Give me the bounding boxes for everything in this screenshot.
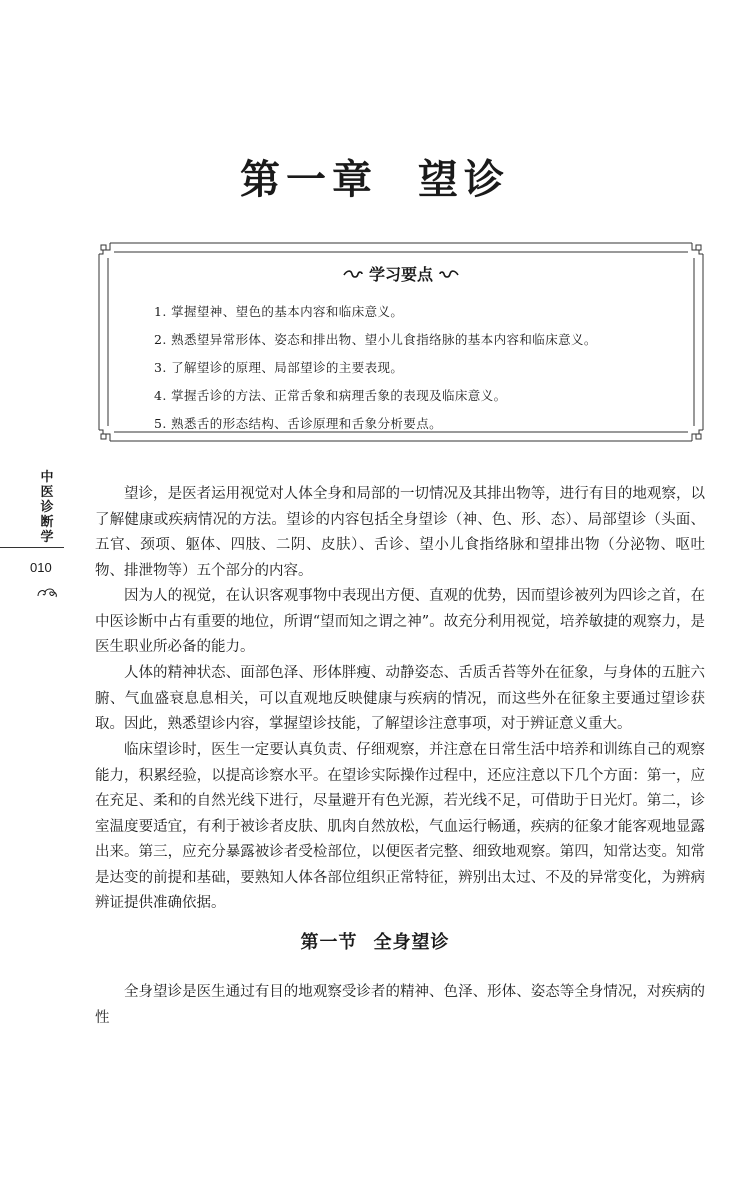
- section-number: 第一节: [300, 932, 358, 953]
- scroll-flourish-right-icon: [439, 268, 459, 283]
- body-paragraph: 人体的精神状态、面部色泽、形体胖瘦、动静姿态、舌质舌苔等外在征象，与身体的五脏六腑、气血盛衰息息相关，可以直观地反映健康与疾病的情况，而这些外在征象主要通过望诊获取。因此，熟悉望诊内容，掌握望诊技能，了解望诊注意事项，对于辨证意义重大。: [95, 665, 705, 732]
- body-paragraph: 望诊，是医者运用视觉对人体全身和局部的一切情况及其排出物等，进行有目的地观察，以了解健康或疾病情况的方法。望诊的内容包括全身望诊（神、色、形、态）、局部望诊（头面、五官、颈项、躯体、四肢、二阴、皮肤）、舌诊、望小儿食指络脉和望排出物（分泌物、呕吐物、排泄物等）五个部分的内容。: [95, 486, 705, 579]
- chapter-title: [0, 148, 750, 205]
- cloud-swirl-icon: [36, 584, 58, 603]
- objective-item: 1. 掌握望神、望色的基本内容和临床意义。: [154, 304, 404, 319]
- learning-objectives-list: [154, 298, 597, 438]
- objective-item: 3. 了解望诊的原理、局部望诊的主要表现。: [154, 360, 404, 375]
- objective-item: 2. 熟悉望异常形体、姿态和排出物、望小儿食指络脉的基本内容和临床意义。: [154, 332, 597, 347]
- scroll-flourish-left-icon: [343, 268, 363, 283]
- chapter-name: 望诊: [418, 156, 510, 203]
- objective-item: 4. 掌握舌诊的方法、正常舌象和病理舌象的表现及临床意义。: [154, 388, 507, 403]
- objective-item: 5. 熟悉舌的形态结构、舌诊原理和舌象分析要点。: [154, 416, 443, 431]
- section-title: [0, 928, 750, 954]
- body-paragraph: 临床望诊时，医生一定要认真负责、仔细观察，并注意在日常生活中培养和训练自己的观察能力，积累经验，以提高诊察水平。在望诊实际操作过程中，还应注意以下几个方面：第一，应在充足、柔和的自然光线下进行，尽量避开有色光源，若光线不足，可借助于日光灯。第二，诊室温度要适宜，有利于被诊者皮肤、肌肉自然放松，气血运行畅通，疾病的征象才能客观地显露出来。第三，应充分暴露被诊者受检部位，以便医者完整、细致地观察。第四，知常达变。知常是达变的前提和基础，要熟知人体各部位组织正常特征，辨别出太过、不及的异常变化，为辨病辨证提供准确依据。: [95, 742, 705, 911]
- section-name: 全身望诊: [373, 932, 450, 953]
- chapter-number: 第一章: [240, 156, 378, 203]
- running-book-title: 中医诊断学: [40, 470, 54, 545]
- body-paragraph: 因为人的视觉，在认识客观事物中表现出方便、直观的优势，因而望诊被列为四诊之首，在中医诊断中占有重要的地位，所谓“望而知之谓之神”。故充分利用视觉，培养敏捷的观察力，是医生职业所必备的能力。: [95, 588, 705, 655]
- page-number: 010: [30, 560, 52, 575]
- learning-objectives-title: 学习要点: [368, 265, 433, 284]
- margin-divider: [0, 547, 64, 548]
- section-intro-paragraph: 全身望诊是医生通过有目的地观察受诊者的精神、色泽、形体、姿态等全身情况，对疾病的性: [95, 984, 705, 1026]
- learning-objectives-heading: [96, 262, 706, 285]
